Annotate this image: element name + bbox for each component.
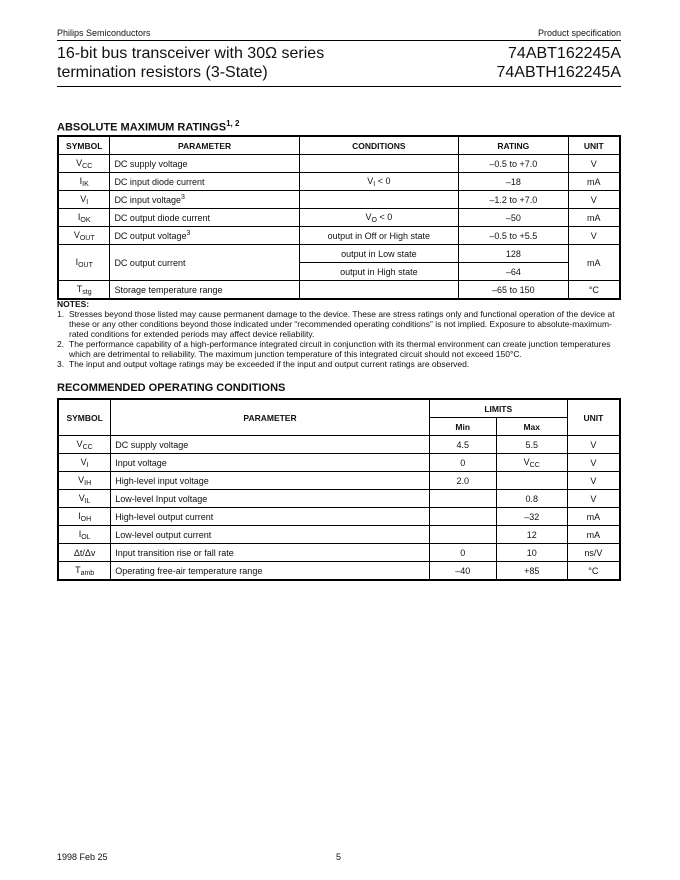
amr-tstg-symbol-sub: stg [82,288,92,296]
amr-parameter: DC output voltage [114,231,187,241]
table-row [58,436,620,454]
roc-max-cell [496,526,567,544]
amr-iout-cond-high: output in High state [299,263,458,281]
roc-symbol-sub: amb [80,569,95,577]
part-numbers [496,44,621,82]
amr-title: ABSOLUTE MAXIMUM RATINGS [57,121,227,134]
amr-condition: V [367,175,374,186]
roc-col-unit: UNIT [567,399,620,436]
amr-condition-cell [299,227,458,245]
roc-min: 2.0 [429,472,496,490]
note-text: The performance capability of a high-performance integrated circuit in conjunction with its thermal environment can create junction temperatures which are detrimental to reliability. The maximum junction temperature of this integrated circuit should not exceed 150°C. [69,339,611,359]
amr-rating: –1.2 to +7.0 [459,191,569,209]
roc-symbol-sub: IL [84,497,91,505]
roc-parameter: High-level input voltage [111,472,430,490]
part-number-abt: 74ABT162245A [508,45,621,62]
amr-iout-rating-high: –64 [459,263,569,281]
amr-parameter: DC input voltage [114,195,181,205]
note-item [57,339,627,359]
amr-iout-parameter: DC output current [110,245,299,281]
roc-max-cell [496,562,567,581]
table-row [58,209,620,227]
roc-symbol: V [80,456,87,467]
table-row [58,454,620,472]
header-rule [57,40,621,41]
amr-parameter-cell [110,155,299,173]
amr-symbol: I [77,211,81,222]
table-row [58,490,620,508]
roc-col-max: Max [496,418,567,436]
amr-parameter-cell [110,191,299,209]
roc-min [429,508,496,526]
amr-symbol-sub: IK [82,180,89,188]
table-row [58,245,620,263]
amr-unit: V [568,191,620,209]
amr-iout-symbol: I [75,256,79,267]
roc-max: 0.8 [525,493,538,504]
amr-tstg-unit: °C [568,281,620,300]
amr-symbol-cell [58,209,110,227]
roc-unit: mA [567,508,620,526]
roc-min: –40 [429,562,496,581]
roc-symbol: I [78,510,81,521]
document-type: Product specification [537,28,621,38]
amr-symbol-cell [58,227,110,245]
roc-max: 12 [526,529,537,540]
roc-unit: ns/V [567,544,620,562]
roc-max-sub: CC [529,461,540,469]
title-line-2: termination resistors (3-State) [57,64,268,81]
roc-symbol-sub: CC [82,443,93,451]
footer-date: 1998 Feb 25 [57,852,108,862]
title-line-1: 16-bit bus transceiver with 30Ω series [57,45,325,62]
part-number-abth: 74ABTH162245A [496,64,621,81]
amr-condition-sub: O [371,216,377,224]
amr-rating: –0.5 to +5.5 [459,227,569,245]
roc-parameter: Low-level output current [111,526,430,544]
roc-unit: V [567,436,620,454]
document-title [57,44,324,82]
roc-symbol-cell [58,490,111,508]
roc-symbol-sub: OH [80,515,92,523]
amr-unit: V [568,227,620,245]
amr-condition-sub: I [373,180,376,188]
page-number: 5 [336,852,342,862]
note-text: The input and output voltage ratings may be exceeded if the input and output current ratings are observed. [69,359,470,369]
amr-rating: –18 [459,173,569,191]
amr-condition-rest: < 0 [376,211,393,222]
amr-parameter: DC output diode current [114,212,210,223]
roc-parameter: Low-level Input voltage [111,490,430,508]
amr-parameter-cell [110,227,299,245]
amr-iout-unit: mA [568,245,620,281]
amr-symbol-cell [58,173,110,191]
roc-unit: V [567,472,620,490]
roc-max: +85 [524,565,540,576]
table-row [58,191,620,209]
amr-condition: V [365,211,372,222]
note-number: 2. [57,339,65,349]
roc-symbol: T [75,564,81,575]
roc-max: –32 [524,511,540,522]
roc-max-cell [496,508,567,526]
amr-table [57,135,621,300]
roc-parameter: Input voltage [111,454,430,472]
amr-symbol: V [80,193,87,204]
amr-symbol-cell [58,155,110,173]
amr-symbol-cell [58,191,110,209]
roc-symbol-cell [58,508,111,526]
roc-max: 10 [526,547,537,558]
amr-parameter-note: 3 [180,194,185,201]
roc-parameter: High-level output current [111,508,430,526]
amr-iout-rating-low: 128 [459,245,569,263]
roc-max-cell [496,436,567,454]
roc-symbol: V [78,492,85,503]
roc-symbol-cell [58,436,111,454]
amr-iout-symbol-sub: OUT [78,261,93,269]
roc-max-cell [496,472,567,490]
roc-symbol-cell [58,526,111,544]
amr-symbol-sub: I [86,198,89,206]
amr-condition-cell [299,209,458,227]
amr-heading [57,119,239,134]
roc-symbol: Δt/Δv [73,547,96,558]
roc-col-min: Min [429,418,496,436]
roc-min: 0 [429,454,496,472]
amr-col-parameter: PARAMETER [110,136,299,155]
roc-max: 5.5 [525,439,538,450]
roc-col-limits: LIMITS [429,399,567,418]
amr-iout-cond-low: output in Low state [299,245,458,263]
notes-heading: NOTES: [57,299,90,309]
amr-symbol-sub: CC [82,162,93,170]
amr-condition: output in Off or High state [327,230,431,241]
amr-symbol: V [73,229,80,240]
roc-symbol-sub: OL [81,533,91,541]
roc-max-cell [496,544,567,562]
amr-symbol: I [79,175,83,186]
roc-table [57,398,621,581]
amr-rating: –50 [459,209,569,227]
roc-symbol: V [78,474,85,485]
table-row [58,562,620,581]
roc-min [429,526,496,544]
roc-min: 4.5 [429,436,496,454]
roc-symbol: I [78,528,82,539]
amr-symbol: V [76,157,83,168]
amr-symbol-sub: OUT [79,234,95,242]
amr-parameter: DC input diode current [114,176,205,187]
amr-tstg-parameter: Storage temperature range [110,281,299,300]
title-rule [57,86,621,87]
roc-parameter: Input transition rise or fall rate [111,544,430,562]
roc-symbol-cell [58,454,111,472]
notes [57,299,627,369]
amr-symbol-sub: OK [80,216,91,224]
amr-col-conditions: CONDITIONS [299,136,458,155]
roc-symbol-cell [58,472,111,490]
roc-symbol-cell [58,562,111,581]
amr-parameter-cell [110,209,299,227]
table-row [58,227,620,245]
roc-unit: V [567,454,620,472]
amr-unit: V [568,155,620,173]
table-row [58,508,620,526]
amr-condition-rest: < 0 [375,175,391,186]
roc-col-parameter: PARAMETER [111,399,430,436]
roc-unit: °C [567,562,620,581]
note-item [57,309,627,339]
roc-symbol-cell [58,544,111,562]
amr-condition-cell [299,191,458,209]
amr-condition-cell [299,155,458,173]
roc-max-cell [496,454,567,472]
table-row [58,526,620,544]
table-row [58,472,620,490]
table-row [58,155,620,173]
amr-unit: mA [568,209,620,227]
amr-rating: –0.5 to +7.0 [459,155,569,173]
note-text: Stresses beyond those listed may cause permanent damage to the device. These are stress ratings only and functional operation of the device at these or any other conditions beyond those indicated under “recommended operating conditions” is not implied. Exposure to absolute-maximum-rated conditions for extended periods may affect device reliability. [69,309,615,339]
table-row [58,281,620,300]
amr-title-sup: 1, 2 [226,119,240,128]
amr-parameter: DC supply voltage [114,158,188,169]
amr-condition-cell [299,173,458,191]
roc-col-symbol: SYMBOL [58,399,111,436]
roc-max: V [523,456,530,467]
roc-min [429,490,496,508]
amr-col-symbol: SYMBOL [58,136,110,155]
note-item [57,359,627,369]
roc-parameter: DC supply voltage [111,436,430,454]
roc-unit: V [567,490,620,508]
roc-min: 0 [429,544,496,562]
roc-parameter: Operating free-air temperature range [111,562,430,581]
amr-parameter-cell [110,173,299,191]
amr-unit: mA [568,173,620,191]
table-row [58,544,620,562]
amr-parameter-note: 3 [186,230,191,237]
amr-tstg-symbol: T [76,283,83,294]
amr-tstg-condition [299,281,458,300]
amr-col-unit: UNIT [568,136,620,155]
roc-heading: RECOMMENDED OPERATING CONDITIONS [57,382,286,394]
roc-symbol-sub: I [86,461,89,469]
company-name: Philips Semiconductors [57,28,151,38]
roc-symbol-sub: IH [84,479,92,487]
roc-max-cell [496,490,567,508]
roc-symbol: V [76,438,83,449]
roc-unit: mA [567,526,620,544]
table-row [58,173,620,191]
amr-tstg-rating: –65 to 150 [459,281,569,300]
amr-col-rating: RATING [459,136,569,155]
note-number: 3. [57,359,65,369]
note-number: 1. [57,309,65,319]
